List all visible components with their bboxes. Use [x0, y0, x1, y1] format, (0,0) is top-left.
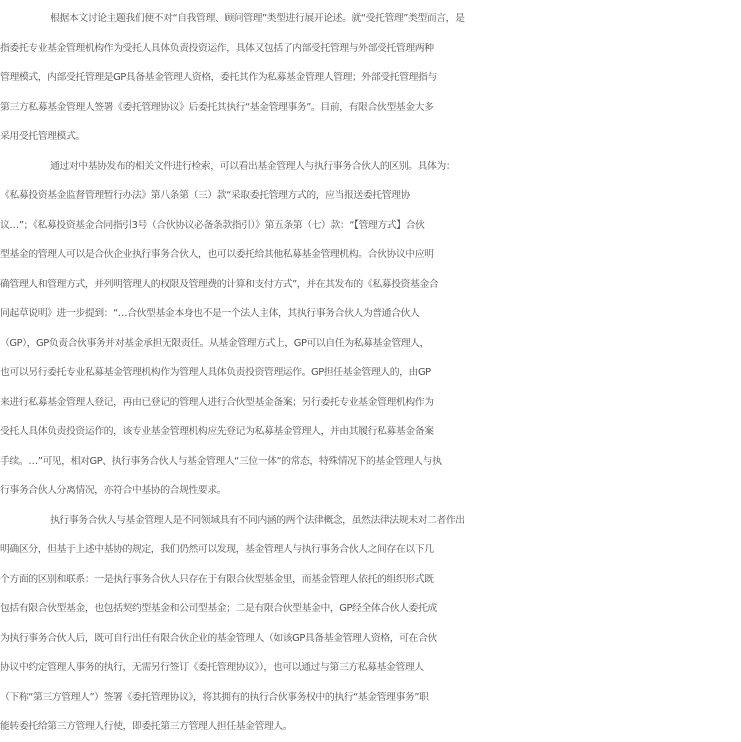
text-line: 同起草说明》进一步提到：“…合伙型基金本身也不是一个法人主体，其执行事务合伙人为普通合伙人 [0, 308, 420, 319]
text-line: 包括有限合伙型基金，也包括契约型基金和公司型基金；二是有限合伙型基金中，GP经全体合伙人委托成 [0, 603, 437, 614]
text-line: 行事务合伙人分离情况，亦符合中基协的合规性要求。 [0, 485, 227, 496]
text-line: 根据本文讨论主题我们便不对“自我管理、顾问管理”类型进行展开论述。就“受托管理”类型而言，是 [50, 13, 465, 24]
text-line: 议…”；《私募投资基金合同指引3号（合伙协议必备条款指引）》第五条第（七）款：“【管理方式】合伙 [0, 219, 425, 231]
paragraph-distinction [0, 506, 741, 742]
text-line: 型基金的管理人可以是合伙企业执行事务合伙人，也可以委托给其他私募基金管理机构。合伙协议中应明 [0, 249, 434, 260]
text-line: 指委托专业基金管理机构作为受托人具体负责投资运作，具体又包括了内部受托管理与外部受托管理两种 [0, 42, 434, 54]
text-line: 《私募投资基金监督管理暂行办法》第八条第（三）款“采取委托管理方式的，应当报送委托管理协 [0, 190, 410, 201]
text-line: 第三方私募基金管理人签署《委托管理协议》后委托其执行“基金管理事务”。目前，有限合伙型基金大多 [0, 101, 434, 113]
text-line: 个方面的区别和联系：一是执行事务合伙人只存在于有限合伙型基金里，而基金管理人依托的组织形式既 [0, 573, 434, 585]
paragraph-entrusted-management [0, 4, 741, 152]
text-line: 管理模式，内部受托管理是GP具备基金管理人资格，委托其作为私募基金管理人管理；外部受托管理指与 [0, 72, 437, 83]
text-line: （下称“第三方管理人”）签署《委托管理协议》，将其拥有的执行合伙事务权中的执行“基金管理事务”职 [0, 691, 429, 703]
text-line: 执行事务合伙人与基金管理人是不同领域具有不同内涵的两个法律概念，虽然法律法规未对二者作出 [50, 514, 465, 526]
text-line: 采用受托管理模式。 [0, 131, 85, 142]
text-line: 通过对中基协发布的相关文件进行检索，可以看出基金管理人与执行事务合伙人的区别。具体为： [50, 160, 456, 172]
text-line: 明确区分，但基于上述中基协的规定，我们仍然可以发现，基金管理人与执行事务合伙人之间存在以下几 [0, 544, 434, 555]
text-line: 协议中约定管理人事务的执行，无需另行签订《委托管理协议》），也可以通过与第三方私募基金管理人 [0, 662, 424, 673]
text-line: 也可以另行委托专业私募基金管理机构作为管理人具体负责投资管理运作。GP担任基金管理人的，由GP [0, 367, 431, 378]
text-line: 为执行事务合伙人后，既可自行出任有限合伙企业的基金管理人（如该GP具备基金管理人资格，可在合伙 [0, 632, 437, 644]
text-line: （GP），GP负责合伙事务并对基金承担无限责任。从基金管理方式上，GP可以自任为私募基金管理人， [0, 337, 430, 349]
text-line: 受托人具体负责投资运作的，该专业基金管理机构应先登记为私募基金管理人，并由其履行私募基金备案 [0, 426, 434, 437]
text-line: 手续。…”可见，相对GP、执行事务合伙人与基金管理人“三位一体”的常态，特殊情况下的基金管理人与执 [0, 455, 442, 467]
text-line: 确管理人和管理方式，并列明管理人的权限及管理费的计算和支付方式”，并在其发布的《私募投资基金合 [0, 278, 439, 290]
text-line: 能转委托给第三方管理人行使，即委托第三方管理人担任基金管理人。 [0, 721, 293, 732]
paragraph-amac-documents [0, 152, 741, 506]
text-line: 来进行私募基金管理人登记，再由已登记的管理人进行合伙型基金备案；另行委托专业基金管理机构作为 [0, 396, 434, 408]
